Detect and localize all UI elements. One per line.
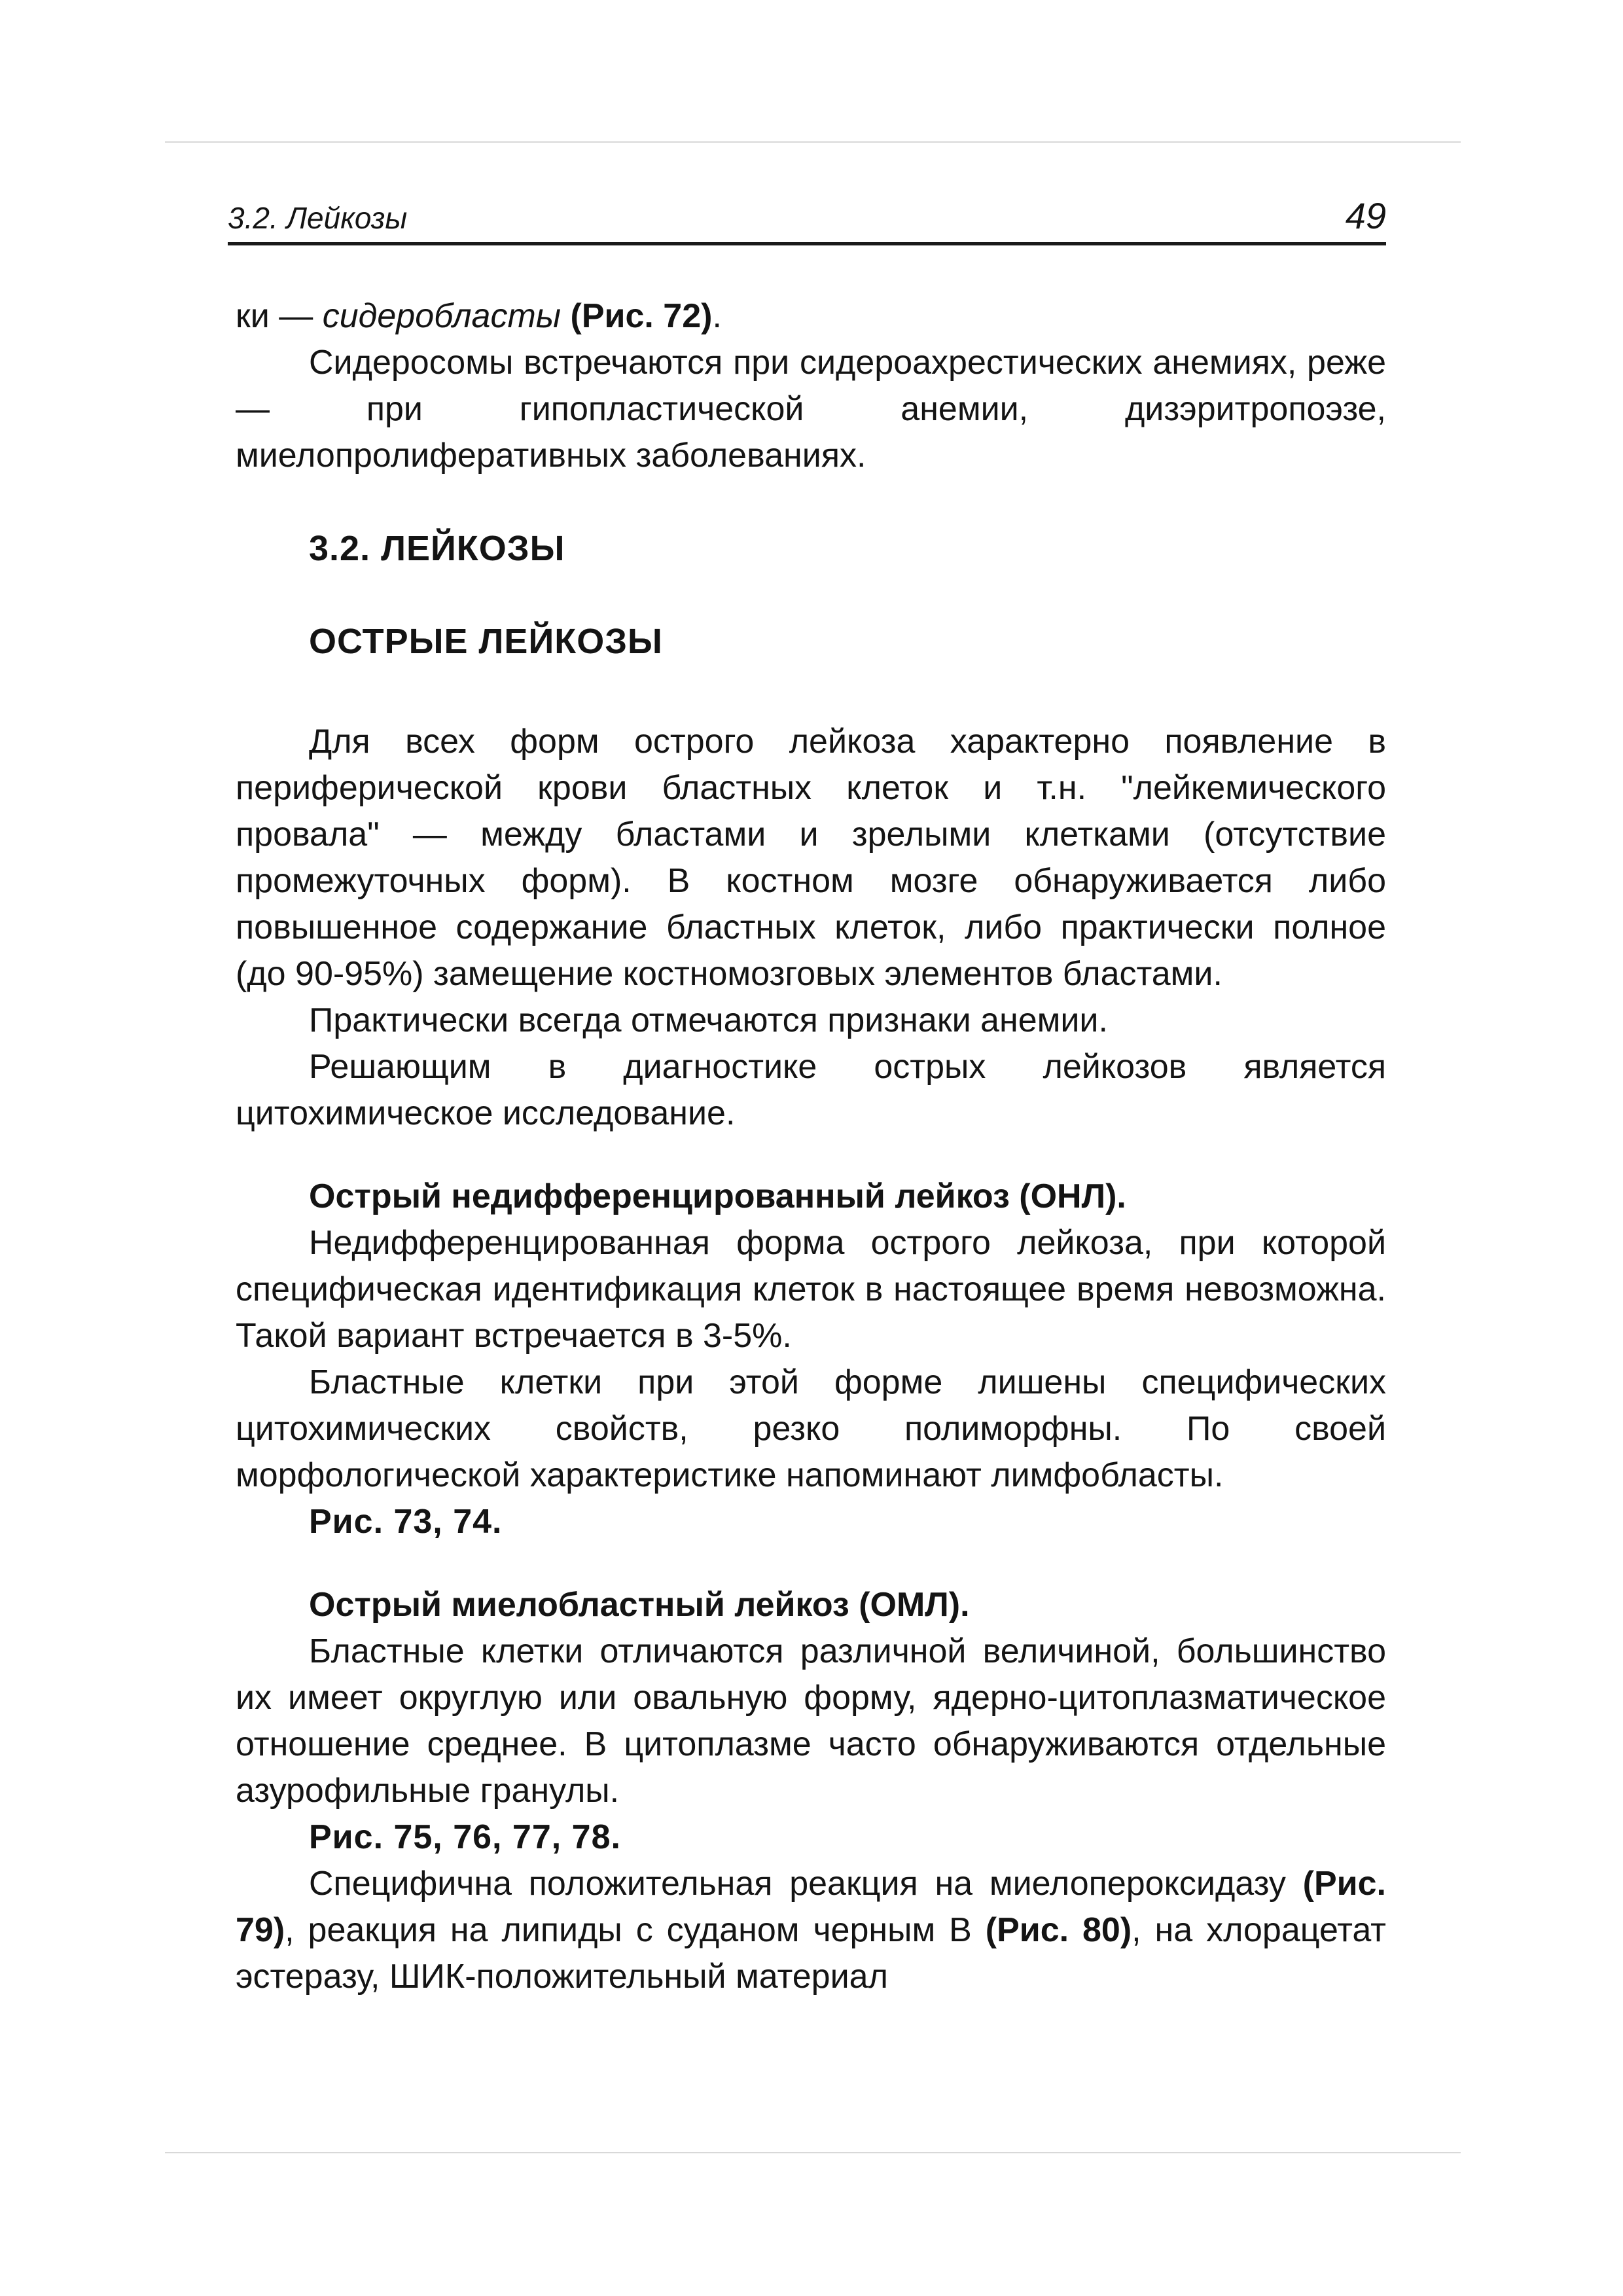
page-number: 49 — [1345, 195, 1386, 236]
onl-paragraph-2: Бластные клетки при этой форме лишены специфических цитохимических свойств, резко полиморфны. По своей морфологической характеристике напоминают лимфобласты. — [236, 1363, 1386, 1494]
paragraph-siderosomes: Сидеросомы встречаются при сидероахрестических анемиях, реже — при гипопластической анемии, дизэритропоэзе, миелопролиферативных заболеваниях. — [236, 344, 1386, 475]
oml-heading: Острый миелобластный лейкоз (ОМЛ). — [309, 1586, 970, 1624]
oml-paragraph-2: Специфична положительная реакция на миелопероксидазу (Рис. 79), реакция на липиды с суданом черным В (Рис. 80), на хлорацетат эстеразу, ШИК-положительный материал — [236, 1865, 1386, 1996]
onl-paragraph-1: Недифференцированная форма острого лейкоза, при которой специфическая идентификация клеток в настоящее время невозможна. Такой вариант встречается в 3-5%. — [236, 1224, 1386, 1355]
paragraph-anemia: Практически всегда отмечаются признаки анемии. — [309, 1001, 1108, 1039]
running-header — [228, 190, 1386, 245]
figure-ref-79: (Рис. 79) — [236, 1865, 1386, 1949]
paragraph-acute-leukemia-intro: Для всех форм острого лейкоза характерно появление в периферической крови бластных клеток и т.н. "лейкемического провала" — между бластами и зрелыми клетками (отсутствие промежуточных форм). В костном мозге обнаруживается либо повышенное содержание бластных клеток, либо практически полное (до 90-95%) замещение костномозговых элементов бластами. — [236, 723, 1386, 993]
oml-paragraph-1: Бластные клетки отличаются различной величиной, большинство их имеет округлую или овальную форму, ядерно-цитоплазматическое отношение среднее. В цитоплазме часто обнаруживаются отдельные азурофильные гранулы. — [236, 1632, 1386, 1810]
page-body — [236, 293, 1386, 2000]
section-heading: 3.2. ЛЕЙКОЗЫ — [309, 529, 565, 568]
onl-heading: Острый недифференцированный лейкоз (ОНЛ). — [309, 1177, 1126, 1215]
bottom-scan-rule — [165, 2152, 1461, 2153]
paragraph-continuation: ки — сидеробласты (Рис. 72). — [236, 297, 722, 335]
figure-ref-72: (Рис. 72) — [570, 297, 713, 335]
paragraph-cytochemistry: Решающим в диагностике острых лейкозов является цитохимическое исследование. — [236, 1048, 1386, 1132]
top-scan-rule — [165, 141, 1461, 143]
onl-figure-refs: Рис. 73, 74. — [309, 1503, 503, 1541]
term-siderobasts: сидеробласты — [322, 297, 562, 335]
running-header-title: 3.2. Лейкозы — [228, 201, 408, 235]
oml-figure-refs: Рис. 75, 76, 77, 78. — [309, 1818, 621, 1856]
subsection-heading: ОСТРЫЕ ЛЕЙКОЗЫ — [309, 622, 663, 661]
figure-ref-80: (Рис. 80) — [985, 1911, 1132, 1949]
